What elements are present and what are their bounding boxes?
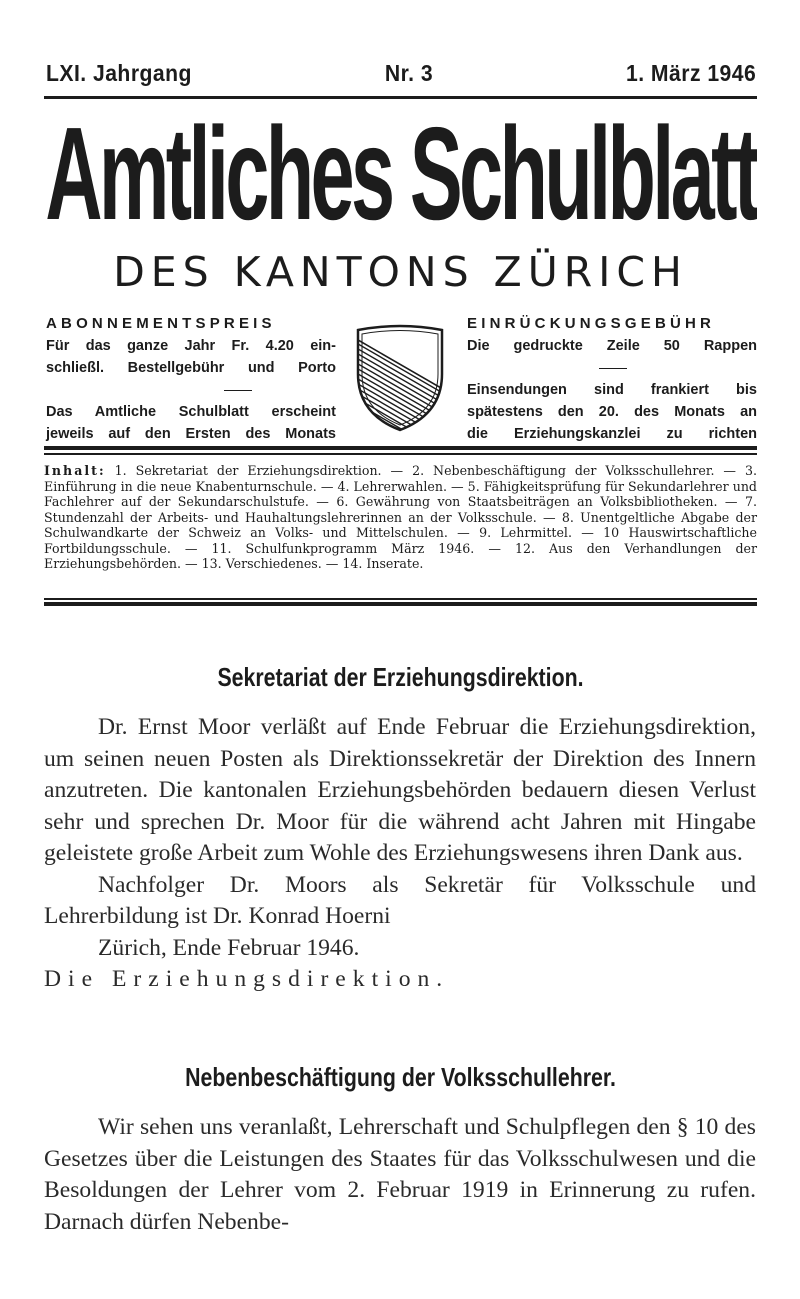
rule-contents-top-thin [44,453,757,455]
issue-date: 1. März 1946 [626,60,757,86]
paragraph: Wir sehen uns veranlaßt, Lehrerschaft und Schulpflegen den § 10 des Gesetzes über die Leistungen des Staates für das Volksschulwesen und die Besoldungen der Lehrer vom 2. Februar 1919 in Erinnerung zu rufen. Darnach dürfen Nebenbe- [44,1114,756,1235]
divider [467,357,757,379]
paragraph: Nachfolger Dr. Moors als Sekretär für Volksschule und Lehrerbildung ist Dr. Konrad Hoerni [44,871,756,929]
subscription-line: Für das ganze Jahr Fr. 4.20 ein- [46,338,336,354]
insertion-info [467,313,757,445]
subscription-line: Das Amtliche Schulblatt erscheint [46,404,336,420]
article-body [44,712,756,996]
rule-contents-bottom [44,602,757,606]
dateline: Zürich, Ende Februar 1946. [98,934,360,961]
header-rule [44,96,757,99]
contents-text: 1. Sekretariat der Erziehungsdirektion. — 2. Nebenbeschäftigung der Volksschullehrer. — 3. Einführung in die neue Knabenturnschule. — 4. Lehrerwahlen. — 5. Fähigkeitsprüfung für Sekundarlehrer und Fachlehrer auf der Sekundarschulstufe. — 6. Gewährung von Staatsbeiträgen an Volksbibliotheken. — 7. Stundenzahl der Arbeits- und Hauhaltungslehrerinnen an der Volksschule. — 8. Unentgeltliche Abgabe der Schulwandkarte der Schweiz an Volks- und Mittelschulen. — 9. Lehrmittel. — 10 Hauswirtschaftliche Fortbildungsschule. — 11. Schulfunkprogramm März 1946. — 12. Aus den Verhandlungen der Erziehungsbehörden. — 13. Verschiedenes. — 14. Inserate. [44,463,757,571]
subscription-heading: ABONNEMENTSPREIS [46,315,276,332]
signature: Die Erziehungsdirektion. [44,966,450,992]
contents-lead: Inhalt: [44,463,106,478]
table-of-contents [44,463,757,572]
insertion-line: spätestens den 20. des Monats an [467,404,757,420]
masthead [44,108,757,240]
article-body [44,1112,756,1238]
article-title: Nebenbeschäftigung der Volksschullehrer. [185,1062,616,1092]
volume-label: LXI. Jahrgang [46,60,192,86]
zurich-coat-of-arms-icon [352,322,448,434]
divider [46,379,336,401]
masthead-subtitle: DES KANTONS ZÜRICH [113,248,688,296]
issue-number: Nr. 3 [384,60,434,86]
insertion-line: Einsendungen sind frankiert bis [467,382,757,398]
masthead-title: Amtliches Schulblatt [45,108,757,240]
insertion-line: Die gedruckte Zeile 50 Rappen [467,338,757,354]
subscription-info [46,313,336,445]
subscription-line: jeweils auf den Ersten des Monats [46,426,336,442]
insertion-line: die Erziehungskanzlei zu richten [467,426,757,442]
insertion-heading: EINRÜCKUNGSGEBÜHR [467,315,716,332]
rule-contents-top [44,446,757,450]
article-title: Sekretariat der Erziehungsdirektion. [217,662,584,692]
issue-line [46,60,756,87]
subscription-line: schließl. Bestellgebühr und Porto [46,360,336,376]
rule-contents-bottom-thin [44,598,757,600]
paragraph: Dr. Ernst Moor verläßt auf Ende Februar die Erziehungsdirektion, um seinen neuen Posten als Direktionssekretär der Direktion des Innern anzutreten. Die kantonalen Erziehungsbehörden bedauern diesen Verlust sehr und sprechen Dr. Moor für die während acht Jahren mit Hingabe geleistete große Arbeit zum Wohle des Erziehungswesens ihren Dank aus. [44,714,756,866]
